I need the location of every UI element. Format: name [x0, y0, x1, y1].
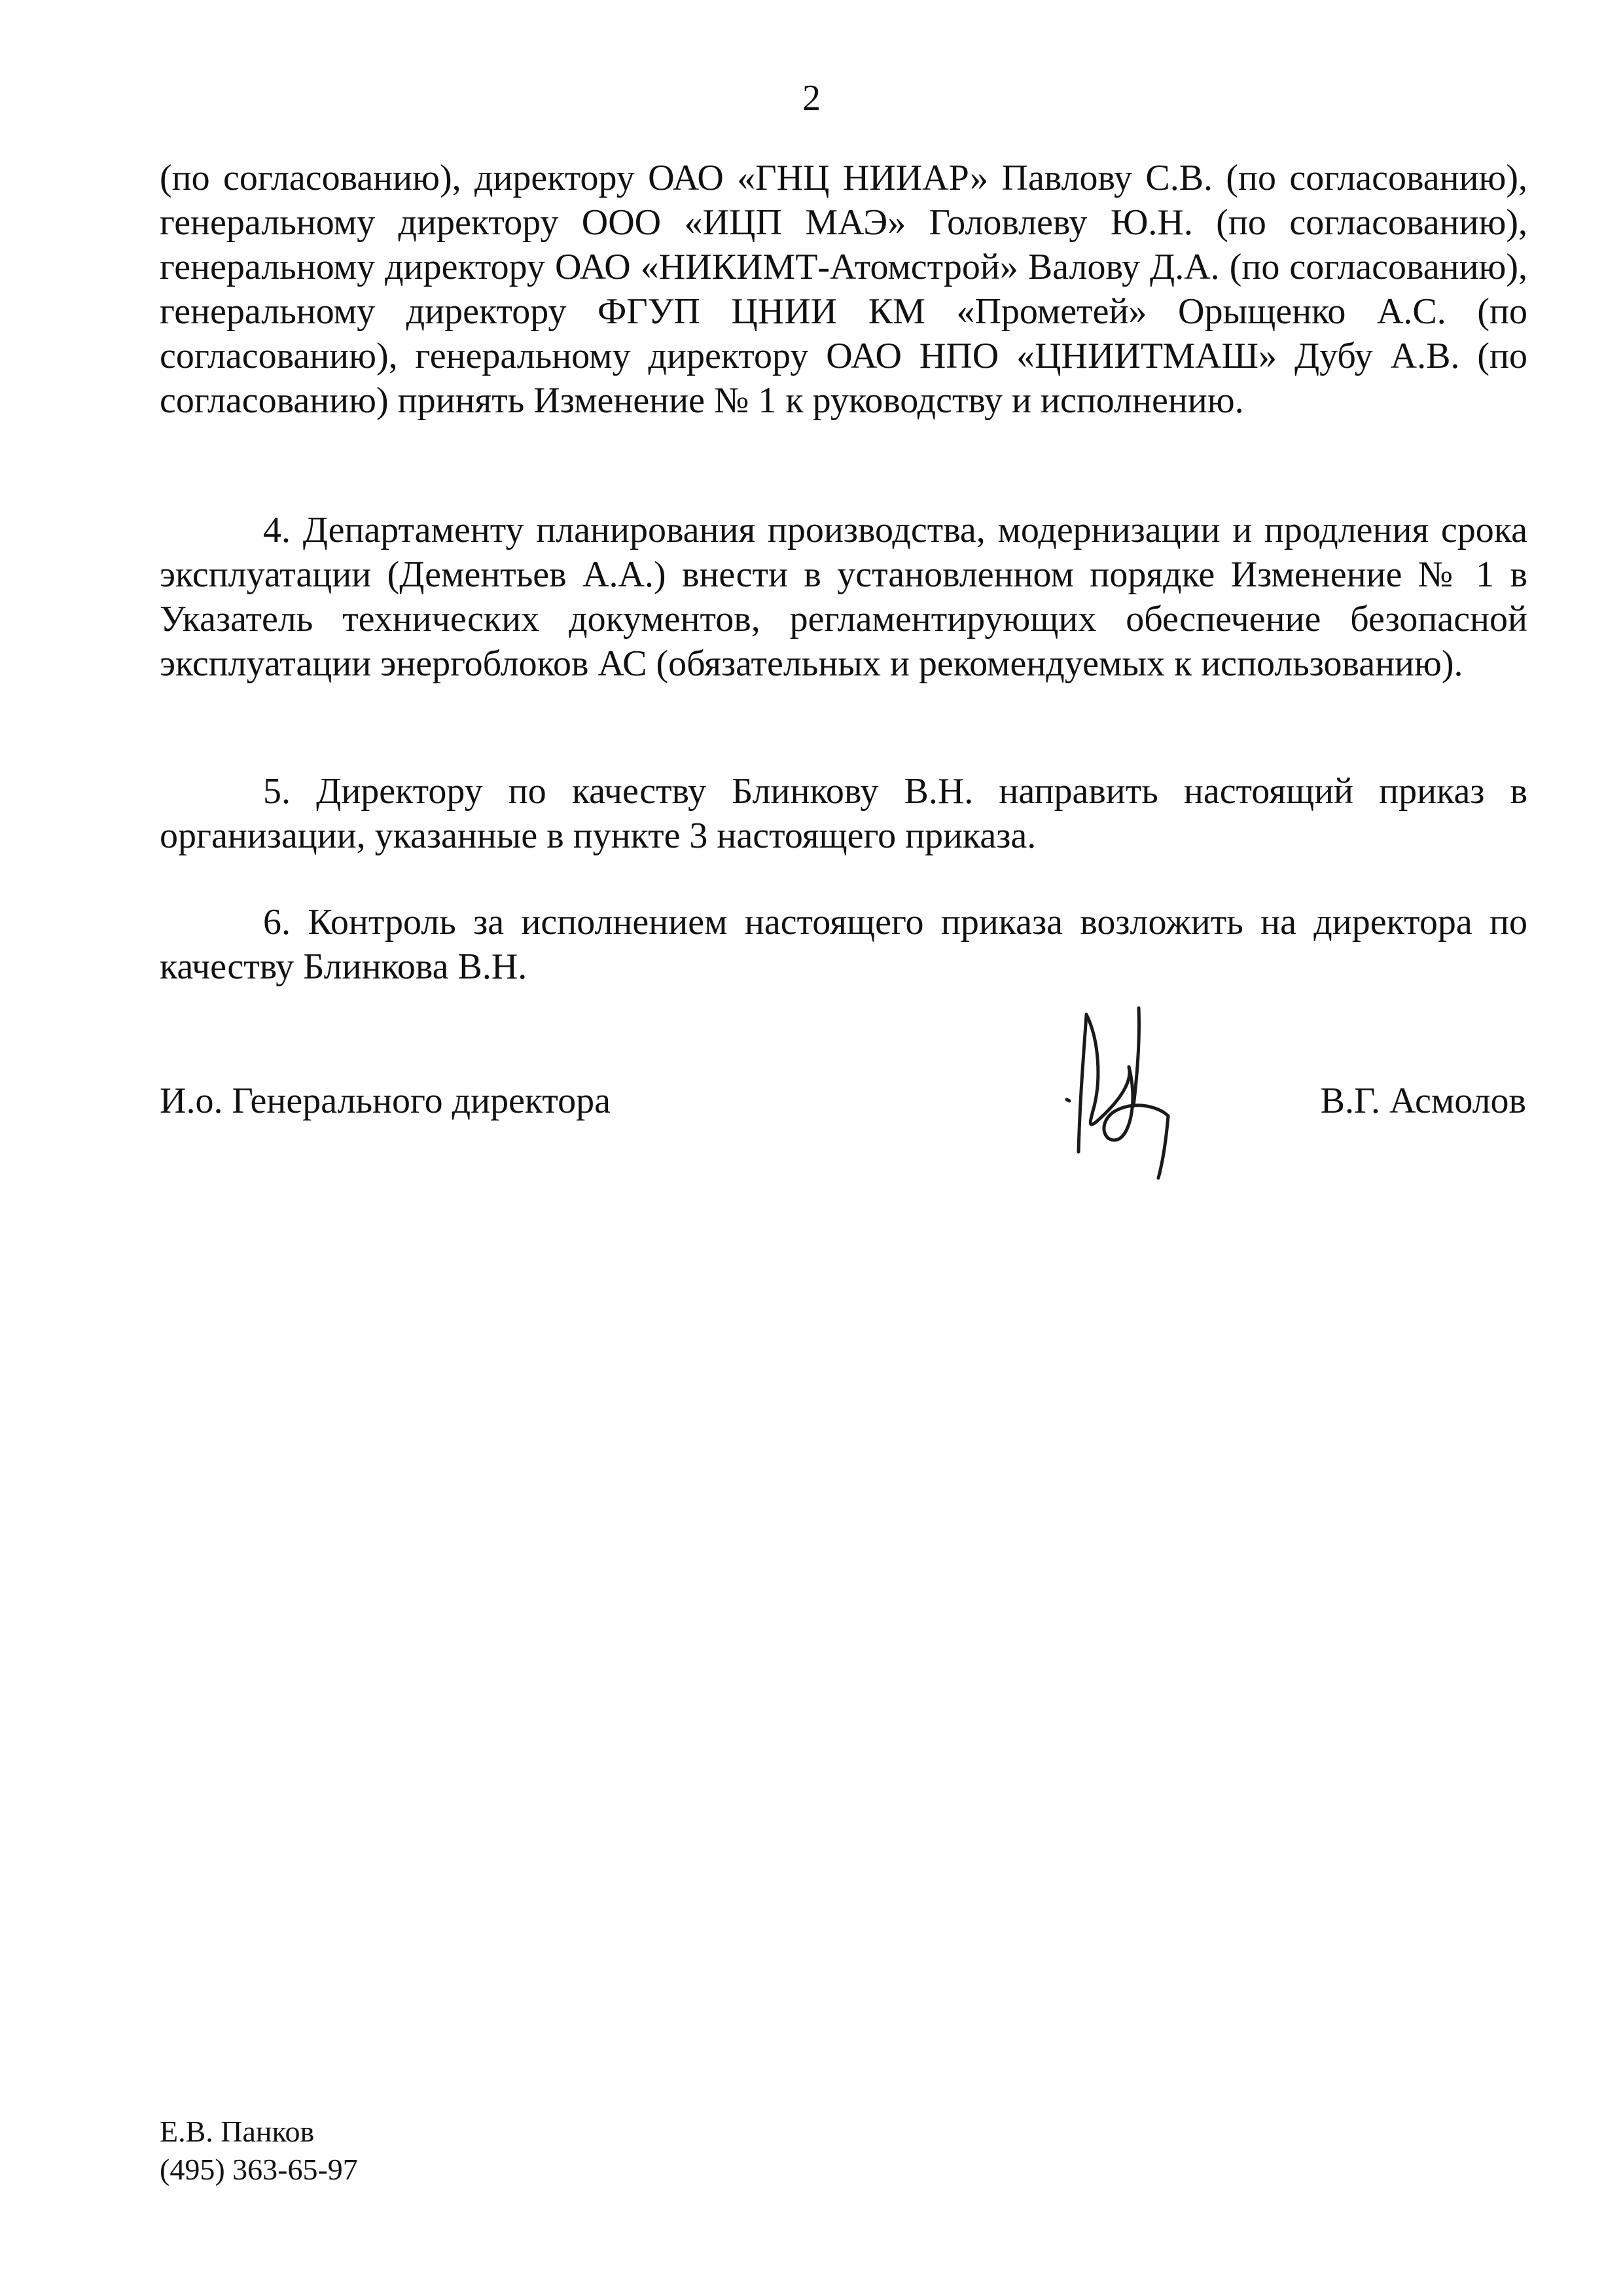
contact-phone: (495) 363-65-97 — [160, 2153, 358, 2186]
signatory-title: И.о. Генерального директора — [160, 1081, 611, 1121]
paragraph-item-6 — [160, 900, 1527, 989]
page-number: 2 — [802, 78, 821, 118]
contact-name: Е.В. Панков — [160, 2115, 315, 2148]
handwritten-signature — [1060, 1001, 1204, 1204]
paragraph-item-5 — [160, 769, 1527, 858]
paragraph-continuation — [160, 156, 1527, 423]
paragraph-item-5-text: 5. Директору по качеству Блинкову В.Н. направить настоящий приказ в организации, указанные в пункте 3 настоящего приказа. — [160, 771, 1527, 856]
paragraph-continuation-text: (по согласованию), директору ОАО «ГНЦ НИИАР» Павлову С.В. (по согласованию), генеральному директору ООО «ИЦП МАЭ» Головлеву Ю.Н. (по согласованию), генеральному директору ОАО «НИКИМТ-Атомстрой» Валову Д.А. (по согласованию), генеральному директору ФГУП ЦНИИ КМ «Прометей» Орыщенко А.С. (по согласованию), генеральному директору ОАО НПО «ЦНИИТМАШ» Дубу А.В. (по согласованию) принять Изменение № 1 к руководству и исполнению. — [160, 158, 1527, 421]
paragraph-item-4-text: 4. Департаменту планирования производства, модернизации и продления срока эксплуатации (Дементьев А.А.) внести в установленном порядке Изменение № 1 в Указатель технических документов, регламентирующих обеспечение безопасной эксплуатации энергоблоков АС (обязательных и рекомендуемых к использованию). — [160, 510, 1527, 684]
paragraph-item-4 — [160, 508, 1527, 686]
paragraph-item-6-text: 6. Контроль за исполнением настоящего приказа возложить на директора по качеству Блинкова В.Н. — [160, 902, 1527, 987]
contact-block — [160, 2113, 358, 2189]
signatory-name: В.Г. Асмолов — [1320, 1081, 1526, 1121]
